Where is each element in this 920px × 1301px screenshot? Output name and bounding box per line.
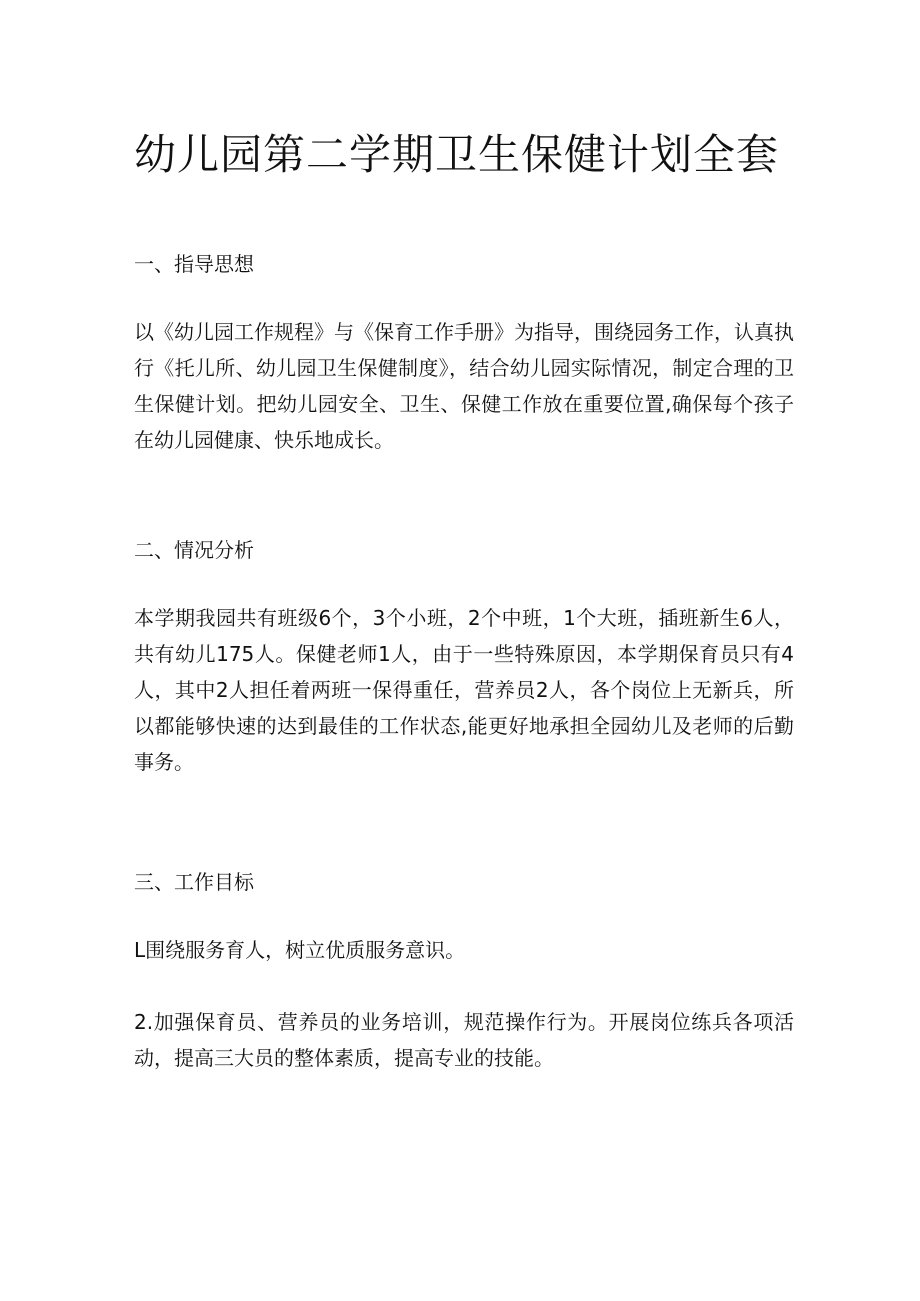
work-goal-item-1: L围绕服务育人，树立优质服务意识。 (134, 938, 466, 962)
section-heading-situation-analysis: 二、情况分析 (134, 538, 254, 562)
document-title: 幼儿园第二学期卫生保健计划全套 (134, 130, 780, 179)
section-heading-guiding-ideology: 一、指导思想 (134, 252, 254, 276)
section-paragraph-situation-analysis: 本学期我园共有班级6个，3个小班，2个中班，1个大班，插班新生6人，共有幼儿175人。保健老师1人，由于一些特殊原因，本学期保育员只有4人，其中2人担任着两班一保得重任，营养员2人，各个岗位上无新兵，所以都能够快速的达到最佳的工作状态,能更好地承担全园幼儿及老师的后勤事务。 (134, 606, 794, 774)
section-heading-work-goals: 三、工作目标 (134, 870, 254, 894)
work-goal-item-2: 2.加强保育员、营养员的业务培训，规范操作行为。开展岗位练兵各项活动，提高三大员的整体素质，提高专业的技能。 (134, 1010, 794, 1070)
section-paragraph-guiding-ideology: 以《幼儿园工作规程》与《保育工作手册》为指导，围绕园务工作，认真执行《托儿所、幼儿园卫生保健制度》，结合幼儿园实际情况，制定合理的卫生保健计划。把幼儿园安全、卫生、保健工作放在重要位置,确保每个孩子在幼儿园健康、快乐地成长。 (134, 320, 794, 452)
